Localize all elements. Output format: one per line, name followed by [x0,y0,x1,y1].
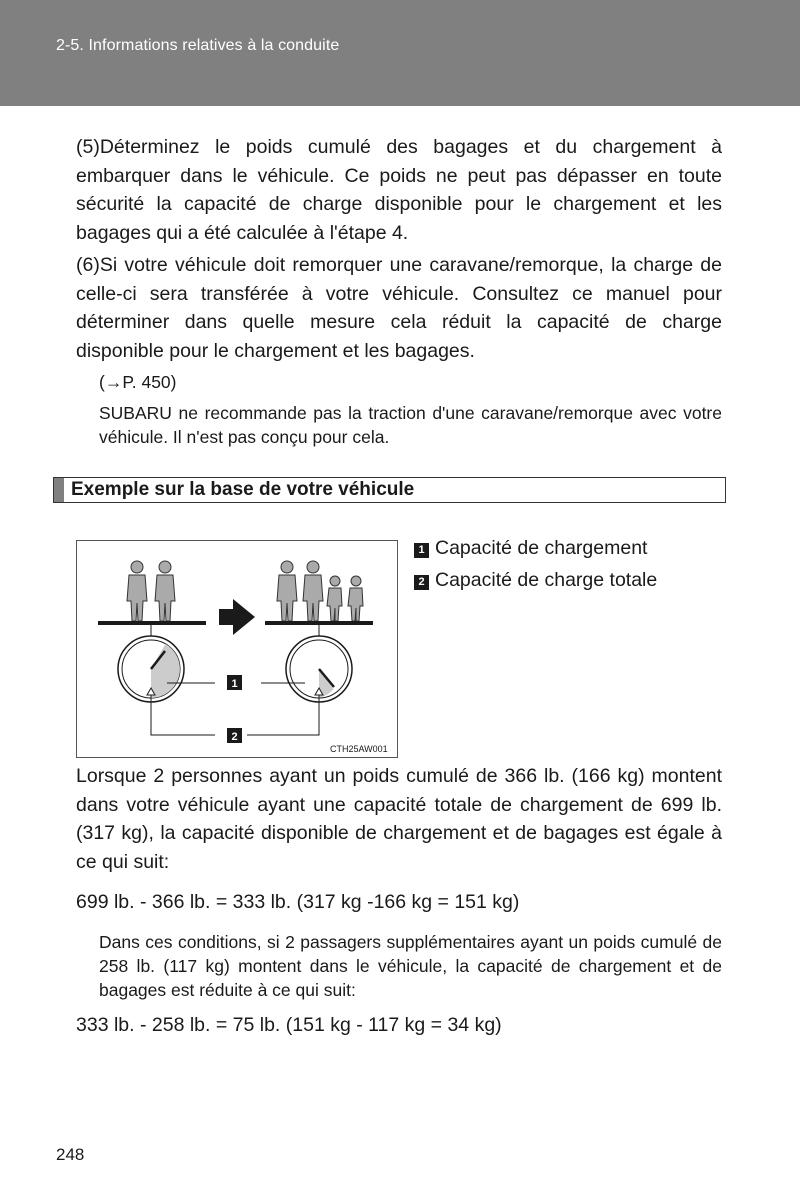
formula-1: 699 lb. - 366 lb. = 333 lb. (317 kg -166 kg = 151 kg) [76,891,520,913]
subaru-note: SUBARU ne recommande pas la traction d'une caravane/remorque avec votre véhicule. Il n'est pas conçu pour cela. [99,403,722,447]
legend-1-label: Capacité de chargement [435,537,648,559]
four-persons-icon [277,561,363,621]
load-capacity-figure [76,540,398,758]
section-title: 2-5. Informations relatives à la conduite [56,37,340,54]
step-5 [76,133,722,247]
legend-2-label: Capacité de charge totale [435,569,658,591]
page-reference: (→P. 450) [99,372,177,392]
page-number: 248 [56,1145,85,1164]
step-5-number: (5) [76,136,100,158]
step-6-text: Si votre véhicule doit remorquer une caravane/remorque, la charge de celle-ci sera transférée à votre véhicule. Consultez ce manuel pour déterminer dans quelle mesure cela réduit la capacité de charge disponible pour le chargement et les bagages. [76,254,722,362]
callout-2-label: 2 [231,731,238,743]
load-illustration [77,541,397,757]
formula-2: 333 lb. - 258 lb. = 75 lb. (151 kg - 117 kg = 34 kg) [76,1014,502,1036]
right-scale-gauge [286,636,352,702]
legend-1-number: 1 [414,543,429,558]
callout-1-label: 1 [231,678,238,690]
example-note: Dans ces conditions, si 2 passagers supplémentaires ayant un poids cumulé de 258 lb. (117 kg) montent dans le véhicule, la capacité de chargement et de bagages est réduite à ce qui suit: [99,932,722,1000]
legend-2-number: 2 [414,575,429,590]
left-scale-gauge [118,636,184,702]
two-persons-icon [127,561,175,621]
legend-item-2 [414,568,657,592]
section-marker [54,478,64,502]
arrow-right-icon [219,599,255,635]
section-heading [53,477,726,503]
example-text: Lorsque 2 personnes ayant un poids cumulé de 366 lb. (166 kg) montent dans votre véhicule ayant une capacité totale de chargement de 699 lb. (317 kg), la capacité disponible de chargement et de bagages est égale à ce qui suit: [76,765,722,873]
legend-item-1 [414,536,647,560]
page-reference-text: P. 450 [122,372,171,392]
step-6-number: (6) [76,254,100,276]
page-header [0,0,800,106]
figure-id: CTH25AW001 [330,744,388,754]
section-heading-title: Exemple sur la base de votre véhicule [71,479,415,500]
arrow-icon: → [104,372,123,392]
step-5-text: Déterminez le poids cumulé des bagages et du chargement à embarquer dans le véhicule. Ce poids ne peut pas dépasser en toute sécurité la capacité de charge disponible pour le chargement et les bagages qui a été calculée à l'étape 4. [76,136,722,244]
step-6 [76,251,722,365]
